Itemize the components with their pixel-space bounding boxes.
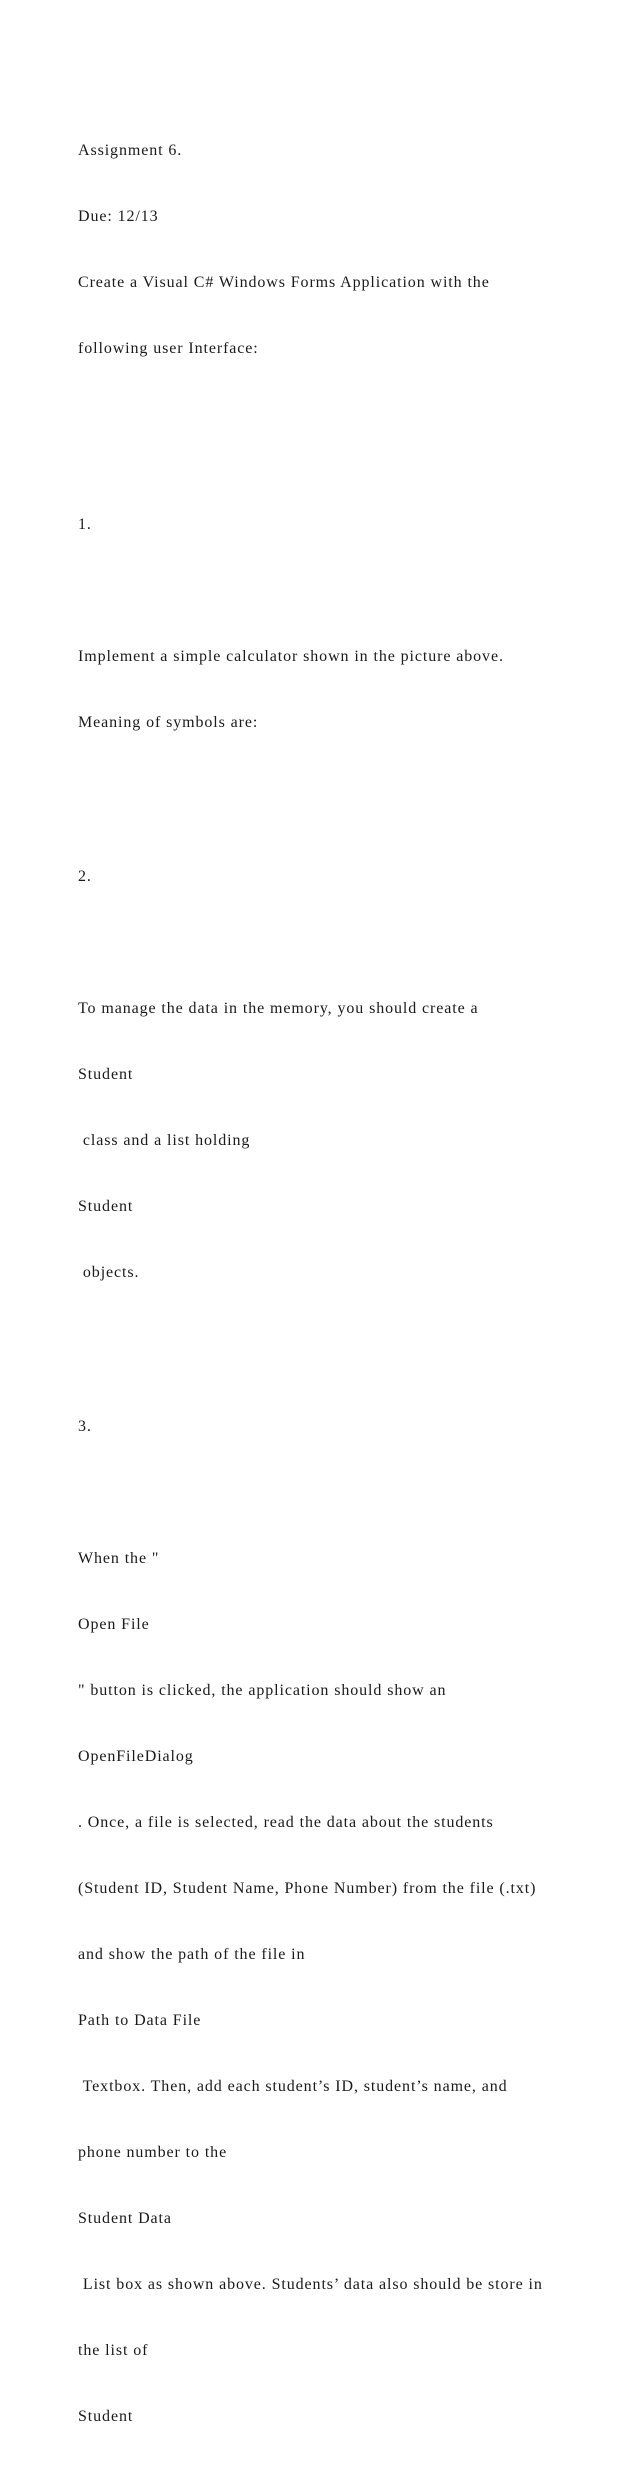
paragraph-line: Student: [78, 1198, 134, 1215]
paragraph-line: phone number to the: [78, 2144, 228, 2161]
paragraph-line: List box as shown above. Students’ data also should be store in: [78, 2276, 543, 2293]
due-date: Due: 12/13: [78, 208, 159, 225]
paragraph-line: objects.: [78, 1264, 140, 1281]
intro-line: Create a Visual C# Windows Forms Application with the: [78, 274, 490, 291]
paragraph-line: and show the path of the file in: [78, 1946, 306, 1963]
paragraph-line: . Once, a file is selected, read the data about the students: [78, 1814, 494, 1831]
paragraph-line: " button is clicked, the application should show an: [78, 1682, 447, 1699]
item-number: 3.: [78, 1418, 92, 1435]
paragraph-line: Meaning of symbols are:: [78, 714, 259, 731]
paragraph-line: Student: [78, 2408, 134, 2425]
paragraph-line: When the ": [78, 1550, 160, 1567]
paragraph-line: (Student ID, Student Name, Phone Number) from the file (.txt): [78, 1880, 537, 1897]
paragraph-line: Open File: [78, 1616, 150, 1633]
paragraph-line: Textbox. Then, add each student’s ID, student’s name, and: [78, 2078, 508, 2095]
paragraph-line: Student Data: [78, 2210, 172, 2227]
assignment-text: [78, 96, 618, 2472]
paragraph-line: OpenFileDialog: [78, 1748, 194, 1765]
paragraph-line: Path to Data File: [78, 2012, 202, 2029]
paragraph-line: Implement a simple calculator shown in the picture above.: [78, 648, 504, 665]
item-number: 2.: [78, 868, 92, 885]
paragraph-line: Student: [78, 1066, 134, 1083]
item-number: 1.: [78, 516, 92, 533]
intro-line: following user Interface:: [78, 340, 259, 357]
paragraph-line: the list of: [78, 2342, 149, 2359]
paragraph-line: class and a list holding: [78, 1132, 251, 1149]
paragraph-line: To manage the data in the memory, you should create a: [78, 1000, 479, 1017]
assignment-title: Assignment 6.: [78, 142, 183, 159]
